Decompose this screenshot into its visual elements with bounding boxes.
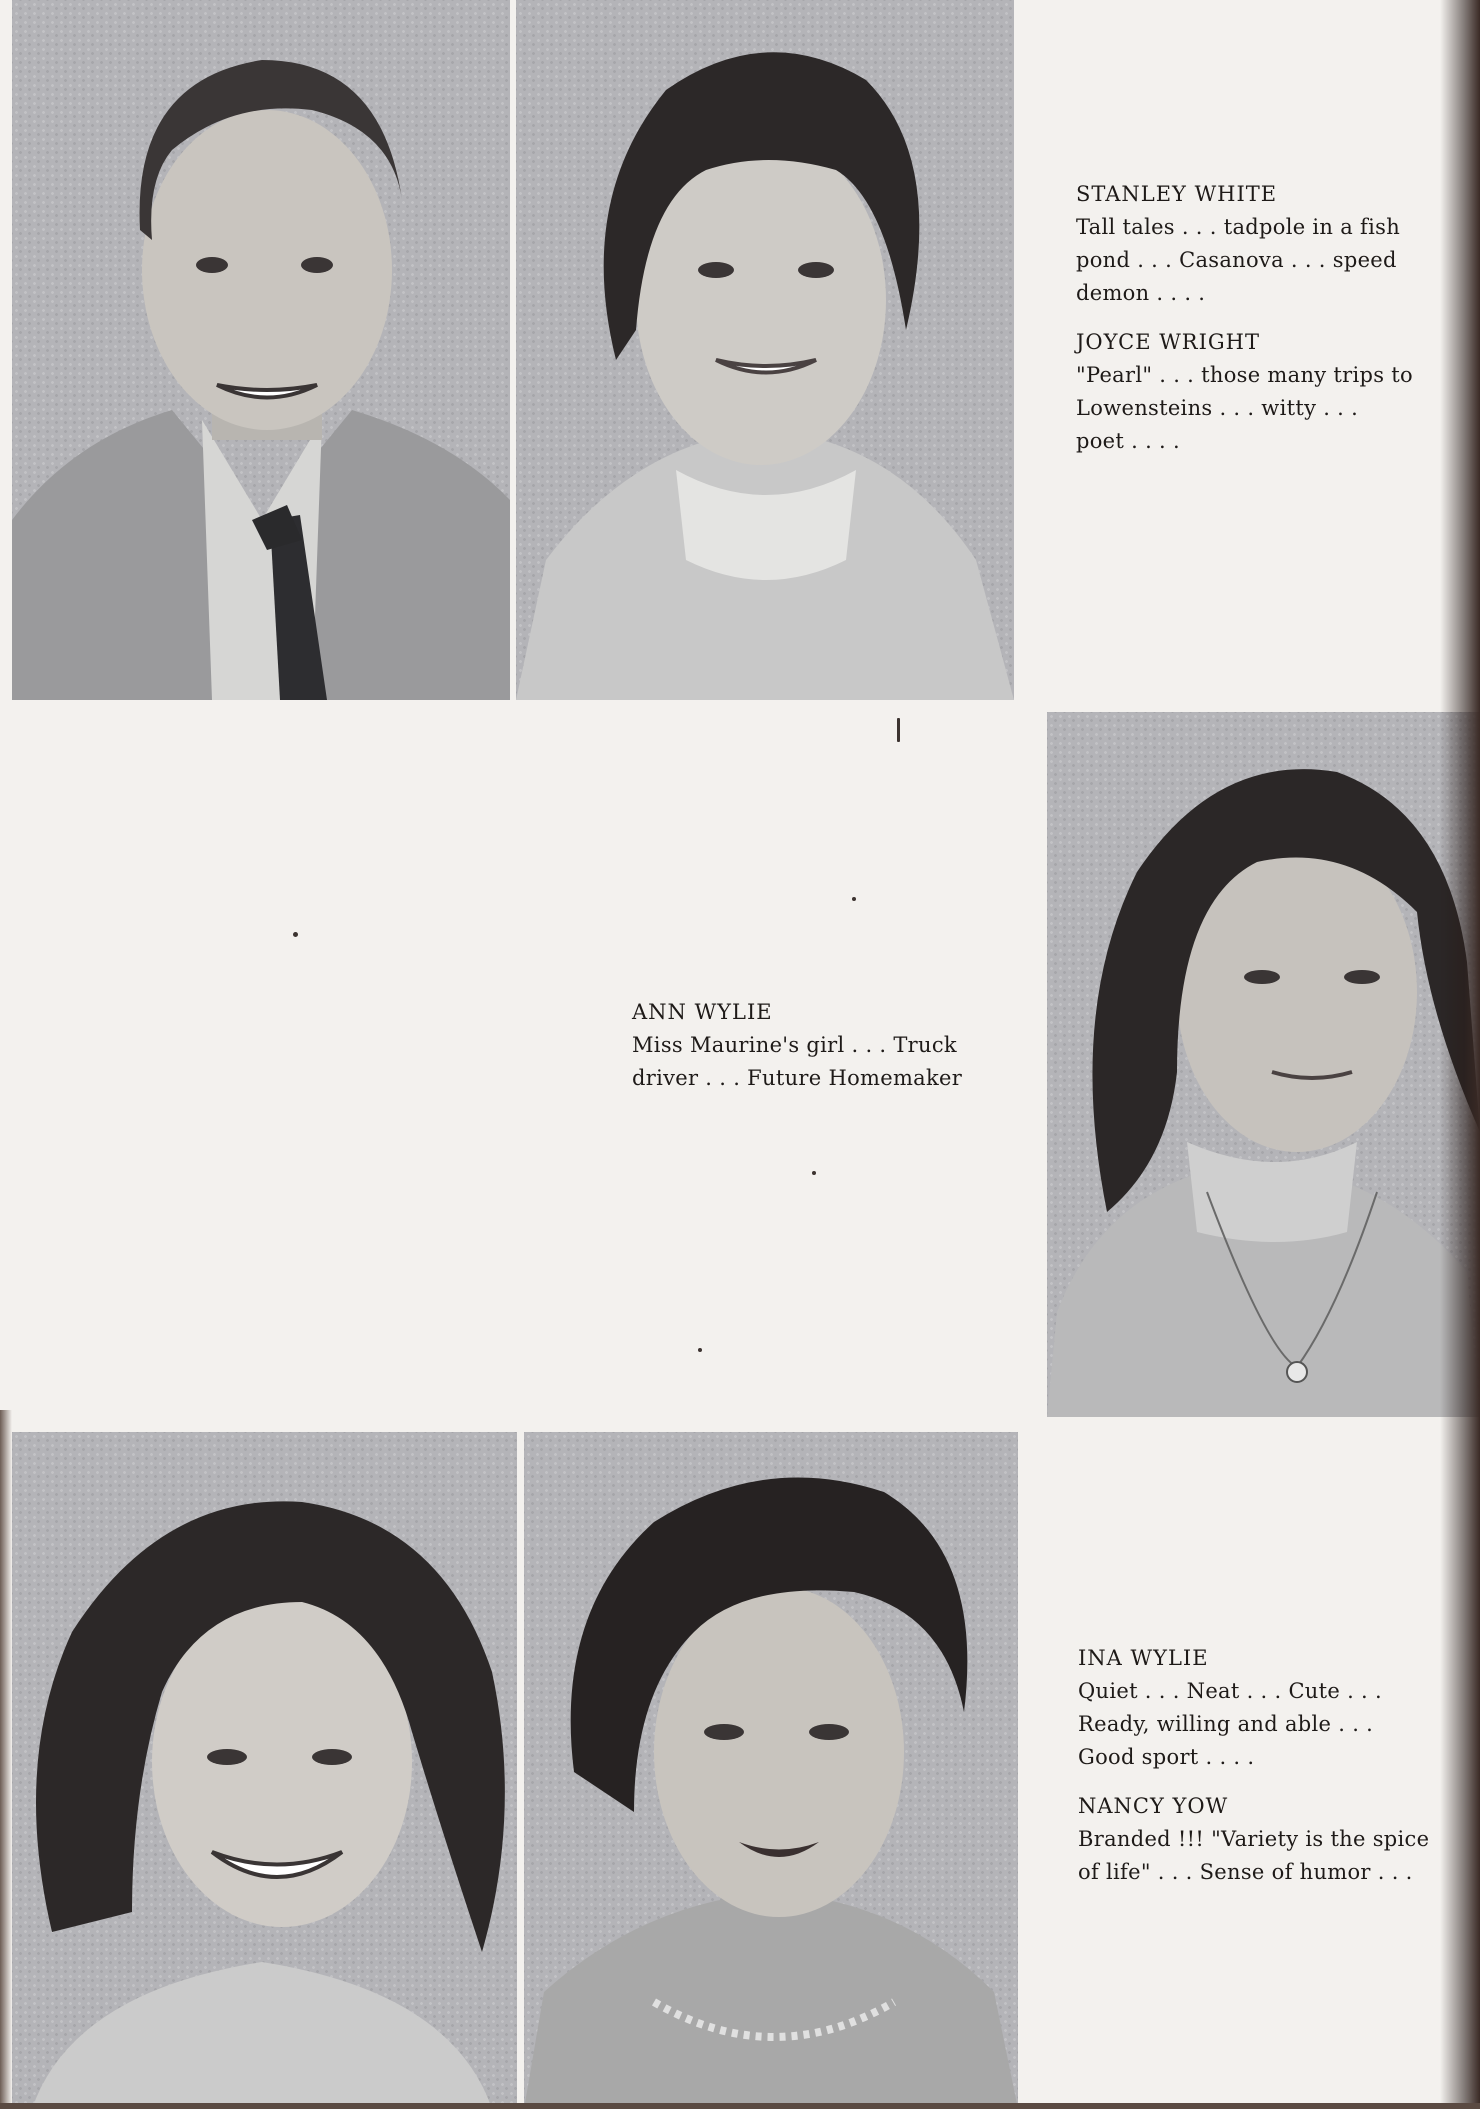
student-name: INA WYLIE <box>1078 1646 1209 1670</box>
caption-line: Miss Maurine's girl . . . Truck <box>632 1033 957 1057</box>
paper-speck <box>852 897 856 901</box>
caption-line: "Pearl" . . . those many trips to <box>1076 363 1413 387</box>
student-name: ANN WYLIE <box>632 1000 773 1024</box>
portrait-figure <box>12 1432 517 2109</box>
page-bottom-edge <box>0 2103 1480 2109</box>
caption-entry <box>1076 178 1413 310</box>
caption-block-middle <box>632 996 962 1111</box>
paper-speck <box>698 1348 702 1352</box>
binding-shadow <box>1440 0 1480 2109</box>
caption-line: of life" . . . Sense of humor . . . <box>1078 1860 1413 1884</box>
caption-line: pond . . . Casanova . . . speed <box>1076 248 1397 272</box>
paper-speck <box>293 932 298 937</box>
caption-line: demon . . . . <box>1076 281 1206 305</box>
paper-speck <box>812 1171 816 1175</box>
portrait-figure <box>1047 712 1480 1417</box>
page-edge-shadow <box>0 1410 12 2109</box>
student-name: NANCY YOW <box>1078 1794 1229 1818</box>
student-name: JOYCE WRIGHT <box>1076 330 1260 354</box>
caption-line: Ready, willing and able . . . <box>1078 1712 1374 1736</box>
caption-block-top <box>1076 178 1413 474</box>
caption-line: Tall tales . . . tadpole in a fish <box>1076 215 1401 239</box>
caption-line: Good sport . . . . <box>1078 1745 1255 1769</box>
caption-entry <box>1078 1790 1429 1889</box>
caption-entry <box>1076 326 1413 458</box>
caption-line: driver . . . Future Homemaker <box>632 1066 963 1090</box>
portrait-figure <box>12 0 510 700</box>
caption-line: Branded !!! "Variety is the spice <box>1078 1827 1430 1851</box>
portrait-photo-ann-wylie <box>1047 712 1480 1417</box>
caption-line: poet . . . . <box>1076 429 1180 453</box>
paper-speck <box>897 718 900 742</box>
portrait-photo-nancy-yow <box>524 1432 1018 2109</box>
caption-entry <box>1078 1642 1429 1774</box>
portrait-photo-stanley-white <box>12 0 510 700</box>
portrait-photo-joyce-wright <box>516 0 1014 700</box>
caption-block-bottom <box>1078 1642 1429 1905</box>
portrait-figure <box>516 0 1014 700</box>
caption-entry <box>632 996 962 1095</box>
portrait-photo-ina-wylie <box>12 1432 517 2109</box>
student-name: STANLEY WHITE <box>1076 182 1278 206</box>
caption-line: Quiet . . . Neat . . . Cute . . . <box>1078 1679 1382 1703</box>
portrait-figure <box>524 1432 1018 2109</box>
caption-line: Lowensteins . . . witty . . . <box>1076 396 1359 420</box>
